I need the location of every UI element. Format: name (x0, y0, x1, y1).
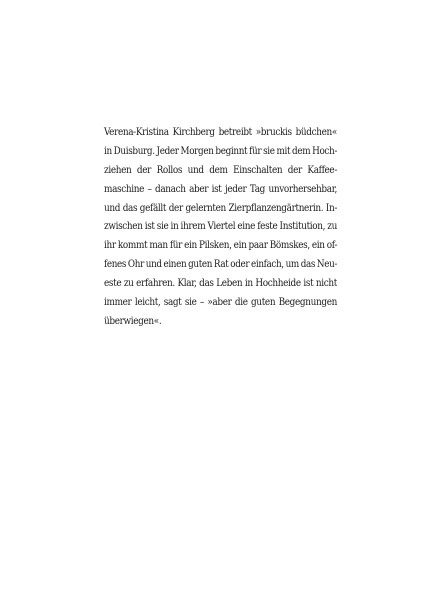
body-paragraph (104, 124, 337, 332)
paragraph-line-9: este zu erfahren. Klar, das Leben in Hochheide ist nicht (104, 278, 337, 290)
paragraph-line-6: zwischen ist sie in ihrem Viertel eine feste Institution, zu (104, 221, 337, 233)
paragraph-line-10: immer leicht, sagt sie – »aber die guten Begegnungen (104, 297, 337, 309)
paragraph-line-8: fenes Ohr und einen guten Rat oder einfach, um das Neu- (104, 259, 337, 271)
paragraph-line-7: ihr kommt man für ein Pilsken, ein paar Bömskes, ein of- (104, 240, 337, 252)
paragraph-line-11: überwiegen«. (104, 315, 162, 327)
paragraph-line-3: ziehen der Rollos und dem Einschalten der Kaffee- (104, 164, 337, 176)
paragraph-line-4: maschine – danach aber ist jeder Tag unvorhersehbar, (104, 183, 337, 195)
paragraph-line-5: und das gefällt der gelernten Zierpflanzengärtnerin. In- (104, 202, 337, 214)
paragraph-line-2: in Duisburg. Jeder Morgen beginnt für sie mit dem Hoch- (104, 145, 337, 157)
paragraph-line-1: Verena-Kristina Kirchberg betreibt »bruckis büdchen« (104, 127, 337, 138)
